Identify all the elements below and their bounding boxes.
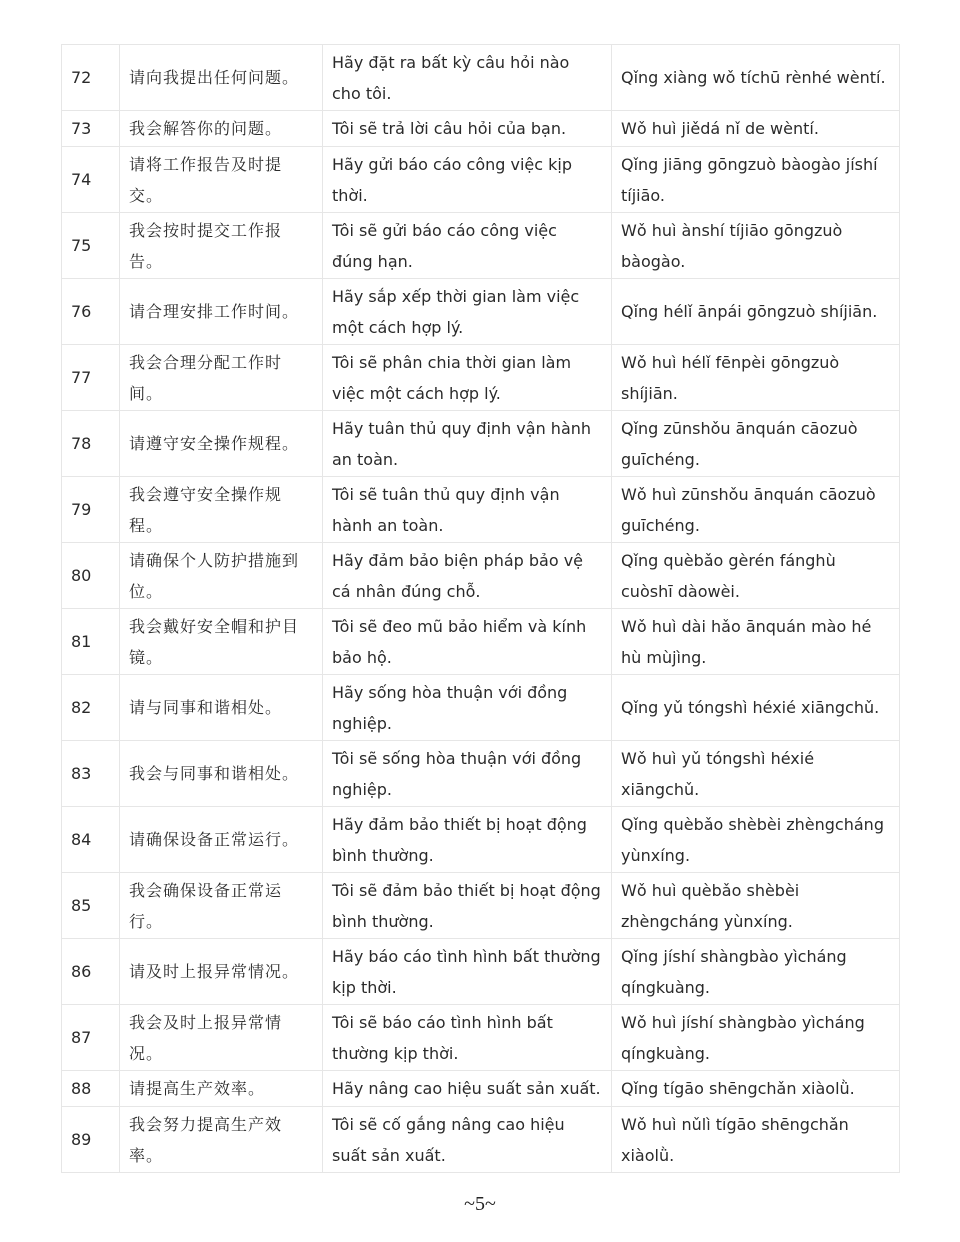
table-row [62, 873, 900, 939]
chinese-sentence: 我会合理分配工作时间。 [120, 345, 323, 411]
table-row [62, 807, 900, 873]
table-row [62, 279, 900, 345]
chinese-sentence: 我会戴好安全帽和护目镜。 [120, 609, 323, 675]
row-number: 83 [62, 741, 120, 807]
vietnamese-translation: Hãy gửi báo cáo công việc kịp thời. [323, 147, 612, 213]
vietnamese-translation: Hãy nâng cao hiệu suất sản xuất. [323, 1071, 612, 1107]
chinese-sentence: 请将工作报告及时提交。 [120, 147, 323, 213]
row-number: 74 [62, 147, 120, 213]
phrase-table-body [62, 45, 900, 1173]
pinyin: Qǐng xiàng wǒ tíchū rènhé wèntí. [612, 45, 900, 111]
vietnamese-translation: Tôi sẽ gửi báo cáo công việc đúng hạn. [323, 213, 612, 279]
row-number: 85 [62, 873, 120, 939]
chinese-sentence: 请提高生产效率。 [120, 1071, 323, 1107]
chinese-sentence: 请遵守安全操作规程。 [120, 411, 323, 477]
pinyin: Qǐng tígāo shēngchǎn xiàolǜ. [612, 1071, 900, 1107]
pinyin: Wǒ huì dài hǎo ānquán mào hé hù mùjìng. [612, 609, 900, 675]
chinese-sentence: 请确保设备正常运行。 [120, 807, 323, 873]
table-row [62, 1005, 900, 1071]
pinyin: Wǒ huì jíshí shàngbào yìcháng qíngkuàng. [612, 1005, 900, 1071]
chinese-sentence: 请确保个人防护措施到位。 [120, 543, 323, 609]
table-row [62, 543, 900, 609]
pinyin: Wǒ huì hélǐ fēnpèi gōngzuò shíjiān. [612, 345, 900, 411]
table-row [62, 213, 900, 279]
phrase-table-container [61, 44, 899, 1173]
row-number: 89 [62, 1107, 120, 1173]
vietnamese-translation: Tôi sẽ đeo mũ bảo hiểm và kính bảo hộ. [323, 609, 612, 675]
row-number: 78 [62, 411, 120, 477]
row-number: 84 [62, 807, 120, 873]
table-row [62, 609, 900, 675]
table-row [62, 1107, 900, 1173]
pinyin: Qǐng yǔ tóngshì héxié xiāngchǔ. [612, 675, 900, 741]
table-row [62, 939, 900, 1005]
vietnamese-translation: Hãy báo cáo tình hình bất thường kịp thời. [323, 939, 612, 1005]
pinyin: Qǐng jiāng gōngzuò bàogào jíshí tíjiāo. [612, 147, 900, 213]
chinese-sentence: 我会努力提高生产效率。 [120, 1107, 323, 1173]
pinyin: Qǐng quèbǎo shèbèi zhèngcháng yùnxíng. [612, 807, 900, 873]
table-row [62, 675, 900, 741]
pinyin: Wǒ huì nǔlì tígāo shēngchǎn xiàolǜ. [612, 1107, 900, 1173]
row-number: 82 [62, 675, 120, 741]
row-number: 77 [62, 345, 120, 411]
chinese-sentence: 我会及时上报异常情况。 [120, 1005, 323, 1071]
table-row [62, 411, 900, 477]
vietnamese-translation: Tôi sẽ đảm bảo thiết bị hoạt động bình thường. [323, 873, 612, 939]
table-row [62, 477, 900, 543]
row-number: 72 [62, 45, 120, 111]
chinese-sentence: 我会遵守安全操作规程。 [120, 477, 323, 543]
chinese-sentence: 我会与同事和谐相处。 [120, 741, 323, 807]
pinyin: Wǒ huì yǔ tóngshì héxié xiāngchǔ. [612, 741, 900, 807]
vietnamese-translation: Hãy tuân thủ quy định vận hành an toàn. [323, 411, 612, 477]
vietnamese-translation: Tôi sẽ sống hòa thuận với đồng nghiệp. [323, 741, 612, 807]
table-row [62, 1071, 900, 1107]
row-number: 88 [62, 1071, 120, 1107]
vietnamese-translation: Hãy đảm bảo thiết bị hoạt động bình thường. [323, 807, 612, 873]
vietnamese-translation: Tôi sẽ báo cáo tình hình bất thường kịp thời. [323, 1005, 612, 1071]
chinese-sentence: 我会确保设备正常运行。 [120, 873, 323, 939]
vietnamese-translation: Hãy sống hòa thuận với đồng nghiệp. [323, 675, 612, 741]
pinyin: Qǐng quèbǎo gèrén fánghù cuòshī dàowèi. [612, 543, 900, 609]
phrase-table [61, 44, 900, 1173]
pinyin: Wǒ huì ànshí tíjiāo gōngzuò bàogào. [612, 213, 900, 279]
row-number: 73 [62, 111, 120, 147]
chinese-sentence: 请向我提出任何问题。 [120, 45, 323, 111]
pinyin: Wǒ huì quèbǎo shèbèi zhèngcháng yùnxíng. [612, 873, 900, 939]
table-row [62, 111, 900, 147]
row-number: 75 [62, 213, 120, 279]
chinese-sentence: 请及时上报异常情况。 [120, 939, 323, 1005]
vietnamese-translation: Hãy đặt ra bất kỳ câu hỏi nào cho tôi. [323, 45, 612, 111]
row-number: 87 [62, 1005, 120, 1071]
row-number: 86 [62, 939, 120, 1005]
row-number: 80 [62, 543, 120, 609]
vietnamese-translation: Tôi sẽ tuân thủ quy định vận hành an toàn. [323, 477, 612, 543]
chinese-sentence: 请与同事和谐相处。 [120, 675, 323, 741]
chinese-sentence: 请合理安排工作时间。 [120, 279, 323, 345]
pinyin: Qǐng hélǐ ānpái gōngzuò shíjiān. [612, 279, 900, 345]
vietnamese-translation: Hãy đảm bảo biện pháp bảo vệ cá nhân đúng chỗ. [323, 543, 612, 609]
vietnamese-translation: Tôi sẽ cố gắng nâng cao hiệu suất sản xuất. [323, 1107, 612, 1173]
table-row [62, 345, 900, 411]
pinyin: Qǐng jíshí shàngbào yìcháng qíngkuàng. [612, 939, 900, 1005]
table-row [62, 45, 900, 111]
vietnamese-translation: Hãy sắp xếp thời gian làm việc một cách hợp lý. [323, 279, 612, 345]
row-number: 81 [62, 609, 120, 675]
chinese-sentence: 我会按时提交工作报告。 [120, 213, 323, 279]
row-number: 76 [62, 279, 120, 345]
pinyin: Qǐng zūnshǒu ānquán cāozuò guīchéng. [612, 411, 900, 477]
page-number: ~5~ [464, 1193, 496, 1215]
vietnamese-translation: Tôi sẽ trả lời câu hỏi của bạn. [323, 111, 612, 147]
pinyin: Wǒ huì jiědá nǐ de wèntí. [612, 111, 900, 147]
row-number: 79 [62, 477, 120, 543]
pinyin: Wǒ huì zūnshǒu ānquán cāozuò guīchéng. [612, 477, 900, 543]
table-row [62, 147, 900, 213]
vietnamese-translation: Tôi sẽ phân chia thời gian làm việc một cách hợp lý. [323, 345, 612, 411]
table-row [62, 741, 900, 807]
chinese-sentence: 我会解答你的问题。 [120, 111, 323, 147]
